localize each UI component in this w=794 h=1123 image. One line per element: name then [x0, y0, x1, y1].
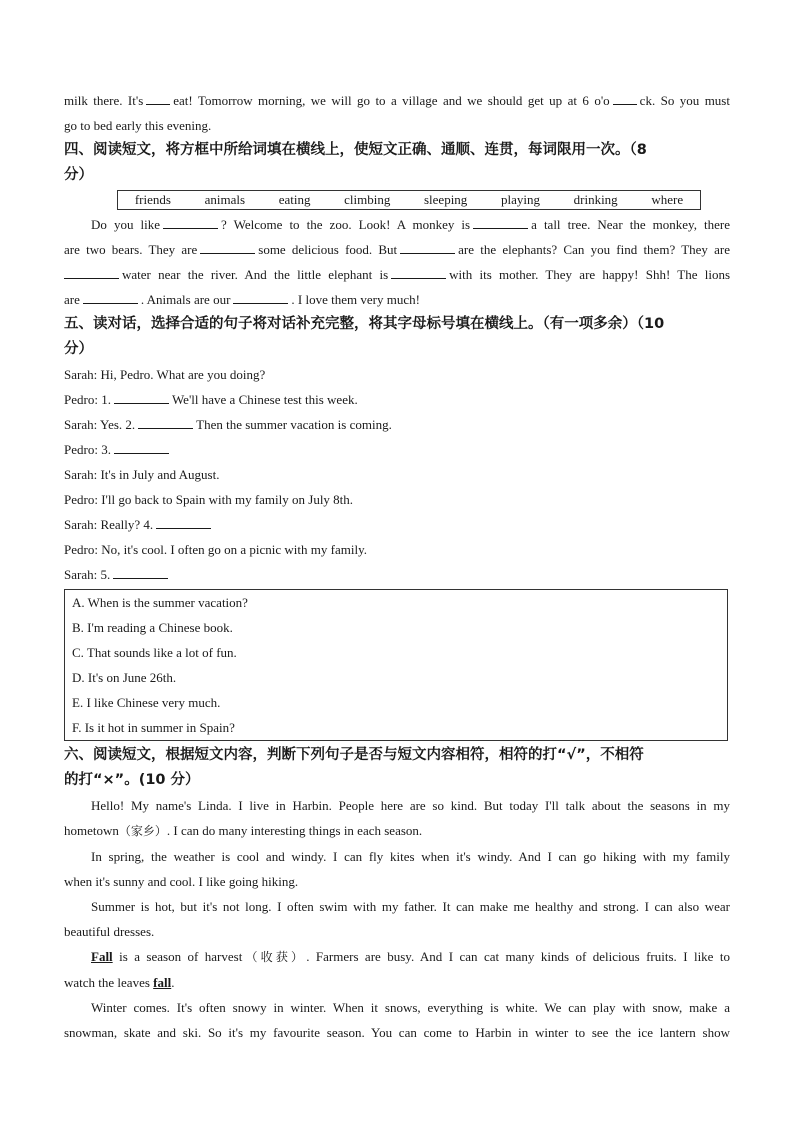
dialogue-line: Pedro: 1. We'll have a Chinese test this week.: [64, 392, 358, 407]
passage-6-p1-line-2: hometown（家乡）. I can do many interesting things in each season.: [64, 823, 423, 838]
passage-4-line-4: are . Animals are our . I love them very much!: [64, 292, 420, 307]
options-box: [64, 589, 728, 741]
passage-6-p1-line-1: Hello! My name's Linda. I live in Harbin. People here are so kind. But today I'll talk about the seasons in my: [91, 798, 730, 813]
blank[interactable]: [613, 91, 637, 105]
option-c: C. That sounds like a lot of fun.: [72, 645, 237, 660]
passage-4-line-2: are two bears. They are some delicious food. But are the elephants? Can you find them? They are: [64, 242, 730, 257]
dialogue-line: Sarah: Yes. 2. Then the summer vacation is coming.: [64, 417, 392, 432]
dialogue-line: Pedro: I'll go back to Spain with my family on July 8th.: [64, 492, 354, 507]
section-5-heading-cont: 分）: [64, 341, 93, 357]
dialogue-line: Sarah: Really? 4.: [64, 512, 730, 537]
dialogue-line: Pedro: 3.: [64, 437, 730, 462]
word-bank-item: playing: [500, 192, 540, 207]
answer-blank[interactable]: [156, 515, 211, 529]
dialogue-line: Sarah: 5.: [64, 562, 730, 587]
word-bank-item: climbing: [344, 192, 391, 207]
passage-6-p3-line-2: beautiful dresses.: [64, 924, 155, 939]
section-4-heading: 四、阅读短文，将方框中所给词填在横线上，使短文正确、通顺、连贯，每词限用一次。（8: [64, 142, 647, 158]
option-d: D. It's on June 26th.: [72, 670, 177, 685]
blank[interactable]: [64, 265, 119, 279]
dialogue: [64, 362, 730, 587]
option-e: E. I like Chinese very much.: [72, 695, 221, 710]
blank[interactable]: [146, 91, 170, 105]
word-bank: [117, 190, 701, 210]
option-a: A. When is the summer vacation?: [72, 595, 248, 610]
answer-blank[interactable]: [113, 565, 168, 579]
section-6-heading-cont: 的打“×”。(10 分）: [64, 772, 200, 788]
blank[interactable]: [200, 240, 255, 254]
section-6-heading: 六、阅读短文，根据短文内容，判断下列句子是否与短文内容相符，相符的打“√”，不相符: [64, 747, 644, 763]
blank[interactable]: [233, 290, 288, 304]
section-4-heading-cont: 分）: [64, 167, 93, 183]
dialogue-line: Pedro: No, it's cool. I often go on a picnic with my family.: [64, 542, 367, 557]
blank[interactable]: [83, 290, 138, 304]
passage-6-p5-line-1: Winter comes. It's often snowy in winter. When it snows, everything is white. We can play with snow, make a: [91, 1000, 730, 1015]
blank[interactable]: [163, 215, 218, 229]
passage-4-line-3: water near the river. And the little elephant is with its mother. They are happy! Shh! The lions: [64, 262, 730, 287]
blank[interactable]: [391, 265, 446, 279]
worksheet-page: [64, 88, 730, 1045]
word-bank-item: where: [651, 192, 684, 207]
answer-blank[interactable]: [114, 390, 169, 404]
passage-6-p2-line-1: In spring, the weather is cool and windy. I can fly kites when it's windy. And I can go hiking with my family: [91, 849, 730, 864]
continuation-line-2: go to bed early this evening.: [64, 118, 212, 133]
answer-blank[interactable]: [114, 440, 169, 454]
word-bank-item: animals: [204, 192, 246, 207]
passage-6-p4-line-1: Fall is a season of harvest（收获）. Farmers are busy. And I can cat many kinds of delicious fruits. I like to: [91, 949, 730, 964]
dialogue-line: Sarah: Hi, Pedro. What are you doing?: [64, 367, 266, 382]
passage-6-p2-line-2: when it's sunny and cool. I like going hiking.: [64, 874, 299, 889]
continuation-line-1: milk there. It's eat! Tomorrow morning, we will go to a village and we should get up at 6 o'o ck. So you must: [64, 93, 730, 108]
dialogue-line: Sarah: It's in July and August.: [64, 467, 220, 482]
word-bank-item: drinking: [573, 192, 618, 207]
passage-6-p4-line-2: watch the leaves fall.: [64, 975, 175, 990]
word-bank-item: friends: [134, 192, 171, 207]
word-bank-item: eating: [278, 192, 311, 207]
option-b: B. I'm reading a Chinese book.: [72, 620, 233, 635]
passage-6-p3-line-1: Summer is hot, but it's not long. I often swim with my father. It can make me healthy and strong. I can also wear: [91, 899, 730, 914]
blank[interactable]: [400, 240, 455, 254]
passage-4-line-1: Do you like ? Welcome to the zoo. Look! A monkey is a tall tree. Near the monkey, there: [91, 217, 730, 232]
passage-6-p5-line-2: snowman, skate and ski. So it's my favourite season. You can come to Harbin in winter to see the ice lantern show: [64, 1025, 730, 1040]
word-bank-item: sleeping: [423, 192, 468, 207]
keyword-fall: Fall: [91, 949, 113, 964]
option-f: F. Is it hot in summer in Spain?: [72, 720, 235, 735]
section-5-heading: 五、读对话，选择合适的句子将对话补充完整，将其字母标号填在横线上。（有一项多余）（10: [64, 316, 665, 332]
answer-blank[interactable]: [138, 415, 193, 429]
keyword-fall: fall: [153, 975, 172, 990]
blank[interactable]: [473, 215, 528, 229]
